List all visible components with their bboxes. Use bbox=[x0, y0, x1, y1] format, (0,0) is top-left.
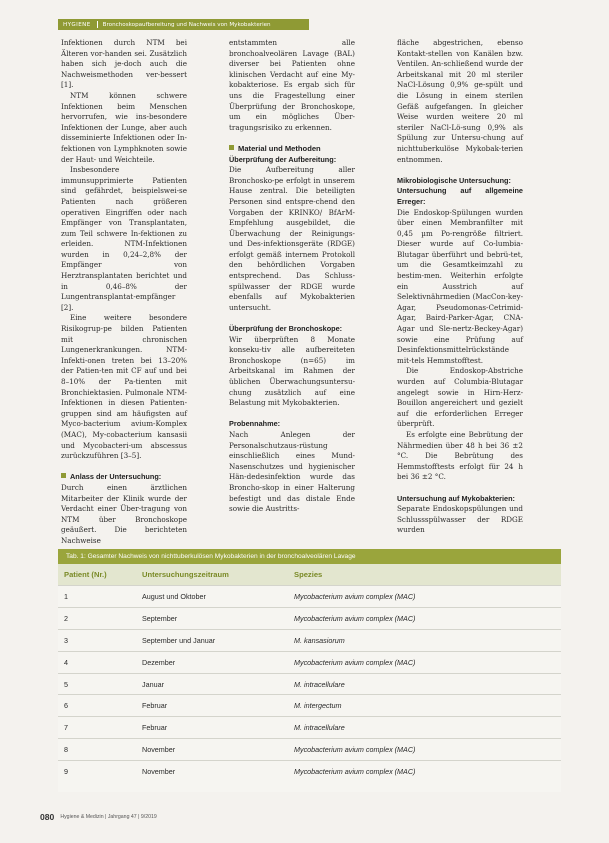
paragraph: Die Endoskop-Spülungen wurden über einen Membranfilter mit 0,45 µm Po-rengröße filtriert. Dieser wurde auf Co-lumbia-Blutagar überführt und bebrü-tet, um die Gesamtkeimzahl zu bestim-men. Weiterhin erfolgte ein Ausstrich auf Selektivnährmedien (MacCon-key-Agar, Pseudomonas-Cetrimid-Agar, Baird-Parker-Agar, CNA-Agar und Sle-nertz-Beckey-Agar) sowie eine Prüfung auf Desinfektionsmittelrückstände mit-tels Hemmstofftest. bbox=[397, 207, 523, 365]
paragraph: Insbesondere immunsupprimierte Patienten sind gefährdet, beispielswei-se Patienten nach größeren operativen Eingriffen oder nach Empfänger von Transplantaten, zum Teil schwere In-fektionen zu erleiden. NTM-Infektionen wurden in 0,24–2,8% der Empfänger von Herztransplantaten berichtet und in 0,46–8% der Lungentransplantat-empfänger [2]. bbox=[61, 165, 187, 312]
paragraph: Infektionen durch NTM bei Älteren vor-handen sei. Zusätzlich haben sich je-doch auch die Nachweismethoden ver-bessert [1]. bbox=[61, 38, 187, 90]
header-title: Bronchoskopaufbereitung und Nachweis von Mykobakterien bbox=[102, 21, 271, 28]
square-bullet-icon bbox=[61, 473, 66, 478]
cell-spezies: M. intracellulare bbox=[294, 723, 345, 733]
paragraph: Es erfolgte eine Bebrütung der Nährmedien über 48 h bei 36 ±2 °C. Die Bebrütung des Hemmstofftests erfolgt für 24 h bei 36 ±2 °C. bbox=[397, 429, 523, 482]
cell-zeitraum: August und Oktober bbox=[142, 591, 206, 601]
paragraph: Wir überprüften 8 Monate konseku-tiv alle aufbereiteten Bronchoskope (n=65) im Arbeitskanal im Rahmen der üblichen Überwachungsuntersu-chung zusätzlich auf eine Belastung mit Mykobakterien. bbox=[229, 334, 355, 408]
cell-spezies: Mycobacterium avium complex (MAC) bbox=[294, 613, 416, 623]
cell-patient: 9 bbox=[64, 767, 68, 777]
text-column-2 bbox=[229, 38, 355, 515]
section-heading-methoden: Material und Methoden bbox=[229, 144, 355, 155]
paragraph: NTM können schwere Infektionen beim Menschen hervorrufen, wie ins-besondere Infektionen der Lunge, aber auch disseminierte Infektionen oder In-fektionen von Lymphknoten sowie der Haut- und Weichteile. bbox=[61, 90, 187, 164]
cell-patient: 5 bbox=[64, 679, 68, 689]
paragraph: Nach Anlegen der Personalschutzaus-rüstung einschließlich eines Mund-Nasenschutzes und hygienischer Hän-dedesinfektion wurde das Broncho-skop in einer Halterung befestigt und das distale Ende sowie die Austritts- bbox=[229, 429, 355, 514]
header-separator bbox=[97, 21, 98, 28]
cell-spezies: Mycobacterium avium complex (MAC) bbox=[294, 591, 416, 601]
text-column-3 bbox=[397, 38, 523, 536]
subheading-allgemeine-erreger: Untersuchung auf allgemeine Erreger: bbox=[397, 186, 523, 206]
page-number: 080 bbox=[40, 812, 55, 822]
cell-zeitraum: November bbox=[142, 767, 176, 777]
table-header-row bbox=[58, 564, 561, 585]
table-row bbox=[58, 738, 561, 760]
cell-zeitraum: September bbox=[142, 613, 178, 623]
journal-citation: Hygiene & Medizin | Jahrgang 47 | 9/2019 bbox=[60, 814, 157, 820]
cell-patient: 1 bbox=[64, 591, 68, 601]
cell-patient: 4 bbox=[64, 657, 68, 667]
table-row bbox=[58, 673, 561, 695]
cell-spezies: M. intergectum bbox=[294, 701, 342, 711]
table-row bbox=[58, 585, 561, 607]
subheading-aufbereitung: Überprüfung der Aufbereitung: bbox=[229, 154, 337, 164]
table-row bbox=[58, 716, 561, 738]
cell-spezies: M. kansasiorum bbox=[294, 635, 345, 645]
table-row bbox=[58, 651, 561, 673]
cell-spezies: Mycobacterium avium complex (MAC) bbox=[294, 657, 416, 667]
table-body bbox=[58, 585, 561, 782]
paragraph: Eine weitere besondere Risikogrup-pe bilden Patienten mit chronischen Lungenerkrankungen. NTM-Infekti-onen treten bei 13–20% der Patien-ten mit CF auf und bei 8–10% der Pa-tienten mit Bronchiektasien. Pulmonale NTM-Infektionen in diesen Patienten-gruppen sind am häufigsten auf Myco-bacterium avium-Komplex (MAC), My-cobacterium kansasii und Mycobacteri-um abscessus zurückzuführen [3–5]. bbox=[61, 313, 187, 461]
cell-patient: 6 bbox=[64, 701, 68, 711]
cell-patient: 3 bbox=[64, 635, 68, 645]
page-footer bbox=[40, 812, 157, 822]
subheading-probennahme: Probennahme: bbox=[229, 419, 281, 429]
table-row bbox=[58, 629, 561, 651]
cell-zeitraum: November bbox=[142, 745, 176, 755]
column-header-spezies: Spezies bbox=[294, 570, 323, 579]
subheading-bronchoskope: Überprüfung der Bronchoskope: bbox=[229, 324, 343, 334]
header-bar bbox=[58, 19, 309, 30]
subheading-mykobakterien: Untersuchung auf Mykobakterien: bbox=[397, 493, 515, 503]
results-table bbox=[58, 549, 561, 792]
header-rubric: HYGIENE bbox=[63, 21, 91, 28]
text-column-1 bbox=[61, 38, 187, 547]
table-title: Tab. 1: Gesamter Nachweis von nichttuberkulösen Mykobakterien in der bronchoalveolären Lavage bbox=[58, 549, 561, 564]
table-row bbox=[58, 760, 561, 782]
paragraph: fläche abgestrichen, ebenso Kontakt-stellen von Kanälen bzw. Ventilen. An-schließend wurde der Arbeitskanal mit 20 ml steriler NaCl-Lösung 0,9% ge-spült und die Lösung in einem sterilen Gefäß aufgefangen. In gleicher Weise wurden weitere 20 ml steriler NaCl-Lö-sung 0,9% als Spülung zur Untersu-chung auf nichttuberkulöse Mykobak-terien entnommen. bbox=[397, 38, 524, 164]
cell-zeitraum: Dezember bbox=[142, 657, 176, 667]
table-row bbox=[58, 694, 561, 716]
cell-spezies: Mycobacterium avium complex (MAC) bbox=[294, 745, 416, 755]
cell-patient: 8 bbox=[64, 745, 68, 755]
cell-zeitraum: September und Januar bbox=[142, 635, 216, 645]
paragraph: Separate Endoskopspülungen und Schlussspülwasser der RDGE wurden bbox=[397, 504, 523, 535]
paragraph: Durch einen ärztlichen Mitarbeiter der Klinik wurde der Verdacht einer Über-tragung von NTM über Bronchoskope geäußert. Die berichteten Nachweise bbox=[61, 482, 187, 545]
cell-patient: 2 bbox=[64, 613, 68, 623]
paragraph: Die Aufbereitung aller Bronchosko-pe erfolgt in unserem Hause zentral. Die beteiligten Personen sind entspre-chend den Vorgaben der KRINKO/ BfArM-Empfehlung ausgebildet, die Überwachung der Reinigungs- und Des-infektionsgeräte (RDGE) erfolgt gemäß internem Protokoll den behördlichen Vorgaben entsprechend. Das Schluss-spülwasser der RDGE wurde ebenfalls auf Mykobakterien untersucht. bbox=[229, 165, 355, 312]
paragraph: entstammten alle bronchoalveolären Lavage (BAL) diverser bei Patienten ohne klinischen Verdacht auf eine My-kobakteriose. Es ergab sich für uns die Fragestellung einer Überprüfung der Bronchoskope, um ein mögliches Über-tragungsrisiko zu erkennen. bbox=[229, 38, 355, 132]
table-row bbox=[58, 607, 561, 629]
subheading-mikrobiologie: Mikrobiologische Untersuchung: bbox=[397, 175, 511, 185]
square-bullet-icon bbox=[229, 145, 234, 150]
column-header-zeitraum: Untersuchungszeitraum bbox=[142, 570, 229, 579]
cell-zeitraum: Februar bbox=[142, 723, 168, 733]
column-header-patient: Patient (Nr.) bbox=[64, 570, 107, 579]
paragraph: Die Endoskop-Abstriche wurden auf Columbia-Blutagar angelegt sowie in Hirn-Herz-Bouillon angereichert und gezielt auf die erforderlichen Erreger überprüft. bbox=[397, 366, 523, 429]
cell-zeitraum: Januar bbox=[142, 679, 164, 689]
section-heading-anlass: Anlass der Untersuchung: bbox=[61, 472, 187, 483]
cell-patient: 7 bbox=[64, 723, 68, 733]
cell-spezies: Mycobacterium avium complex (MAC) bbox=[294, 767, 416, 777]
cell-spezies: M. intracellulare bbox=[294, 679, 345, 689]
cell-zeitraum: Februar bbox=[142, 701, 168, 711]
